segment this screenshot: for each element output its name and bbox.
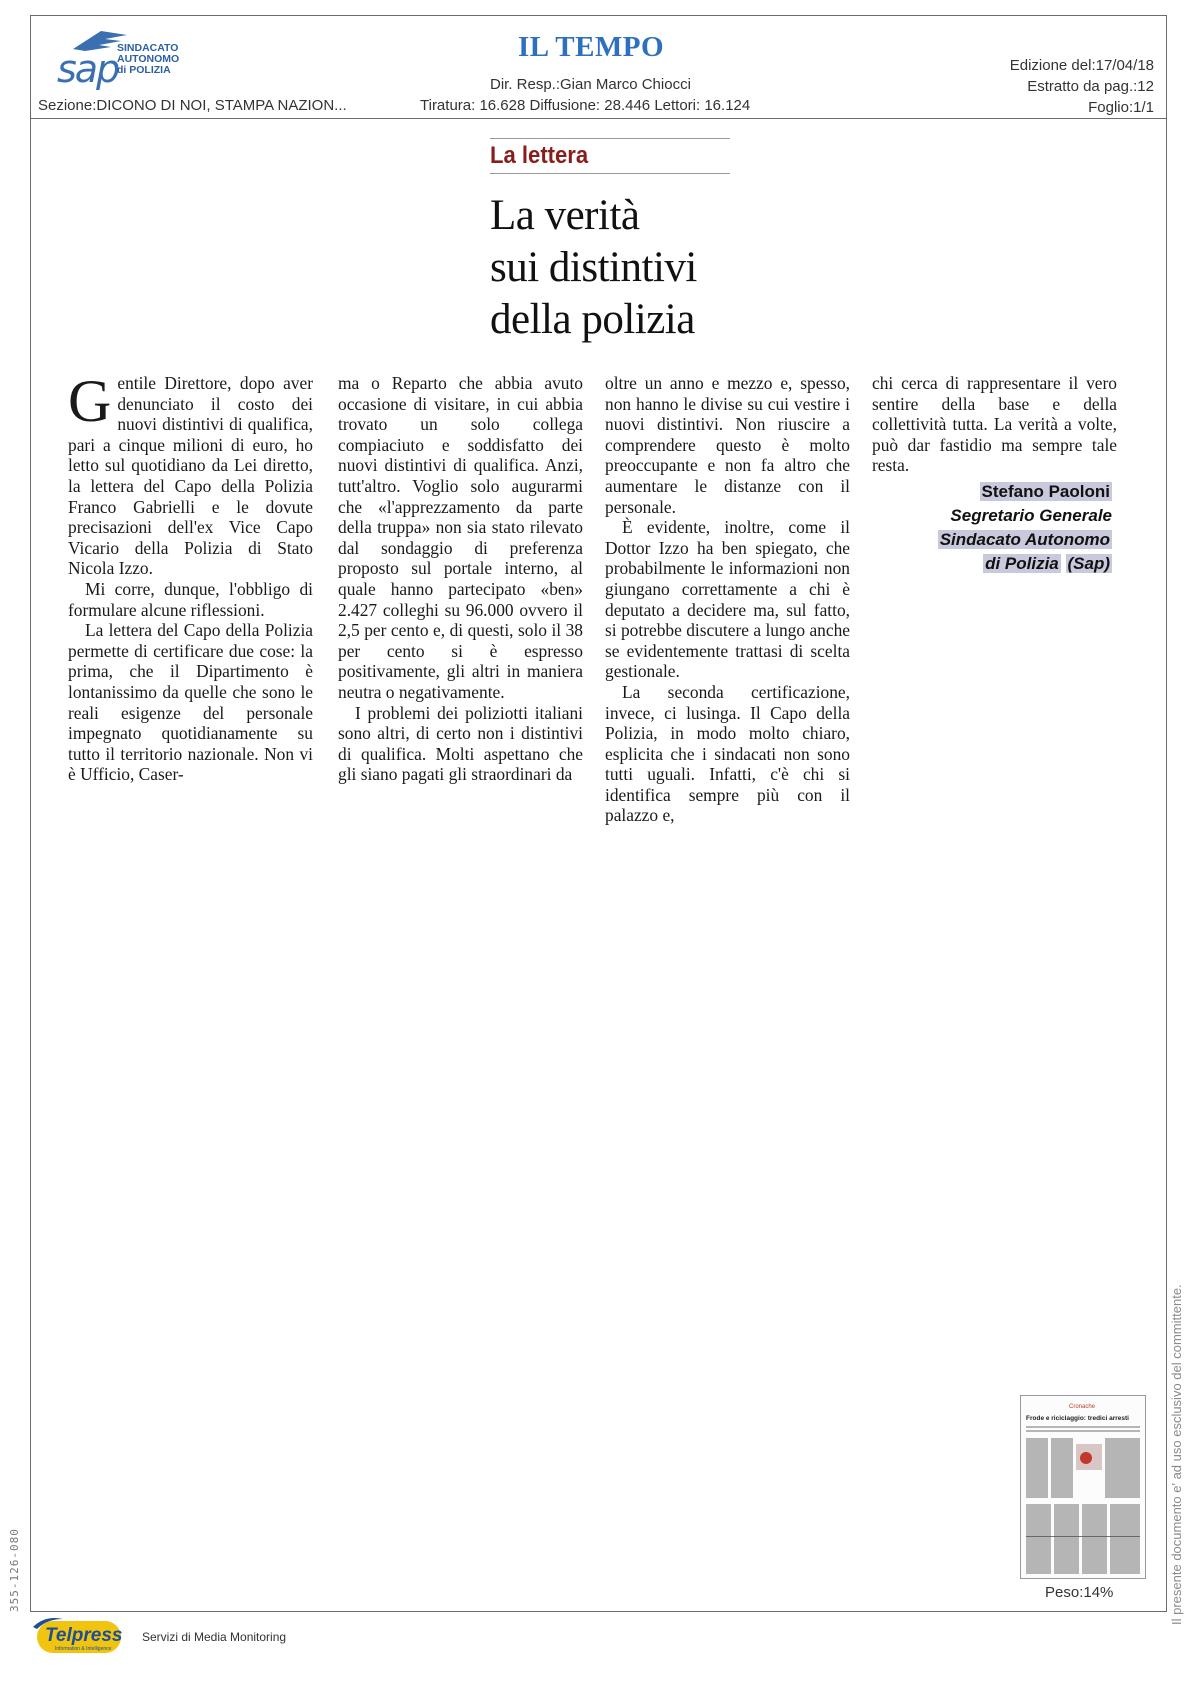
article-headline: La verità sui distintivi della polizia [490,192,697,343]
paragraph: È evidente, inoltre, come il Dottor Izzo ha ben spiegato, che probabilmente le informazioni non giungano correttamente a chi è deputato a decidere ma, sul fatto, si potrebbe discutere a lungo anche se evidentemente trattasi di scelta gestionale. [605,517,850,682]
edition-date: Edizione del:17/04/18 [1009,57,1154,74]
paragraph: La seconda certificazione, invece, ci lusinga. Il Capo della Polizia, in modo molto chiaro, esplicita che i sindacati non sono tutti uguali. Infatti, c'è chi si identifica sempre più con il palazzo e, [605,681,850,826]
paragraph: oltre un anno e mezzo e, spesso, non hanno le divise su cui vestire i nuovi distintivi. Non riuscire a comprendere questo è molto preoccupante e non fa altro che aumentare le distanze con il personale. [605,373,850,517]
sheet-number: Foglio:1/1 [1088,99,1154,116]
service-label: Servizi di Media Monitoring [142,1630,287,1644]
section-label: Sezione:DICONO DI NOI, STAMPA NAZION... [38,97,347,114]
author-org: Sindacato Autonomo [939,530,1110,549]
kicker-rule [490,138,730,139]
paragraph: chi cerca di rappresentare il vero sentire della base e della collettività tutta. La verità a volte, può dar fastidio ma sempre tale resta. [872,373,1117,476]
usage-disclaimer: Il presente documento e' ad uso esclusivo del committente. [1169,1284,1184,1625]
page-thumbnail [1020,1395,1146,1579]
article-column-4 [872,373,1117,476]
article-column-2 [338,373,583,785]
circulation-stats: Tiratura: 16.628 Diffusione: 28.446 Lettori: 16.124 [420,97,751,114]
header-divider [30,118,1167,119]
article-kicker: La lettera [490,142,589,169]
sap-logo-mark: sap [57,47,119,91]
article-column-3 [605,373,850,826]
sap-logo [55,27,195,93]
drop-cap: G [68,368,112,434]
publication-brand: IL TEMPO [518,31,665,63]
paragraph: La lettera del Capo della Polizia permette di certificare due cose: la prima, che il Dipartimento è lontanissimo da quelle che sono le reali esigenze del personale impegnato quotidianamente su tutto il territorio nazionale. Non vi è Ufficio, Caser- [68,620,313,785]
paragraph: Mi corre, dunque, l'obbligo di formulare alcune riflessioni. [68,578,313,620]
article-column-1: Gentile Direttore, dopo aver denunciato il costo dei nuovi distintivi di qualifica, pari a cinque milioni di euro, ho letto sul quotidiano da Lei diretto, la lettera del Capo della Polizia Franco Gabrielli e le dovute precisazioni dell'ex Vice Capo Vicario della Polizia di Stato Nicola Izzo. Mi corre, dunque, l'obbligo di formulare alcune riflessioni. La lettera del Capo della Polizia permette di certificare due cose: la prima, che il Dipartimento è lontanissimo da quelle che sono le reali esigenze del personale impegnato quotidianamente su tutto il territorio nazionale. Non vi è Ufficio, Caser- [68,368,313,785]
kicker-rule [490,173,730,174]
thumbnail-section: Cronache [1069,1404,1096,1410]
paragraph: I problemi dei poliziotti italiani sono altri, di certo non i distintivi di qualifica. Molti aspettano che gli siano pagati gli straordinari da [338,702,583,785]
thumbnail-title: Frode e riciclaggio: tredici arresti [1026,1415,1129,1422]
paragraph: ma o Reparto che abbia avuto occasione di visitare, in cui abbia trovato un solo collega compiaciuto e soddisfatto dei nuovi distintivi di qualifica. Anzi, tutt'altro. Voglio solo augurarmi che «l'apprezzamento da parte della truppa» non sia stato rilevato dal sondaggio di preferenza proposto sul portale interno, al quale hanno partecipato «ben» 2.427 colleghi su 96.000 ovvero il 2,5 per cento e, di questi, solo il 38 per cento si è espresso positivamente, gli altri in maniera neutra o negativamente. [338,373,583,702]
edition-meta [1010,55,1154,118]
editor-line: Dir. Resp.:Gian Marco Chiocci [490,76,691,93]
telpress-logo: Telpress Information & Intelligence [33,1615,125,1659]
author-role: Segretario Generale [950,506,1112,525]
sap-logo-org: SINDACATO AUTONOMO di POLIZIA [117,42,180,76]
weight-label: Peso:14% [1045,1584,1114,1601]
document-code: 355-126-080 [8,1528,21,1612]
article-signature: Stefano Paoloni Segretario Generale Sindacato Autonomo di Polizia (Sap) [939,482,1112,573]
extract-page: Estratto da pag.:12 [1027,78,1154,95]
author-name: Stefano Paoloni [981,482,1110,501]
